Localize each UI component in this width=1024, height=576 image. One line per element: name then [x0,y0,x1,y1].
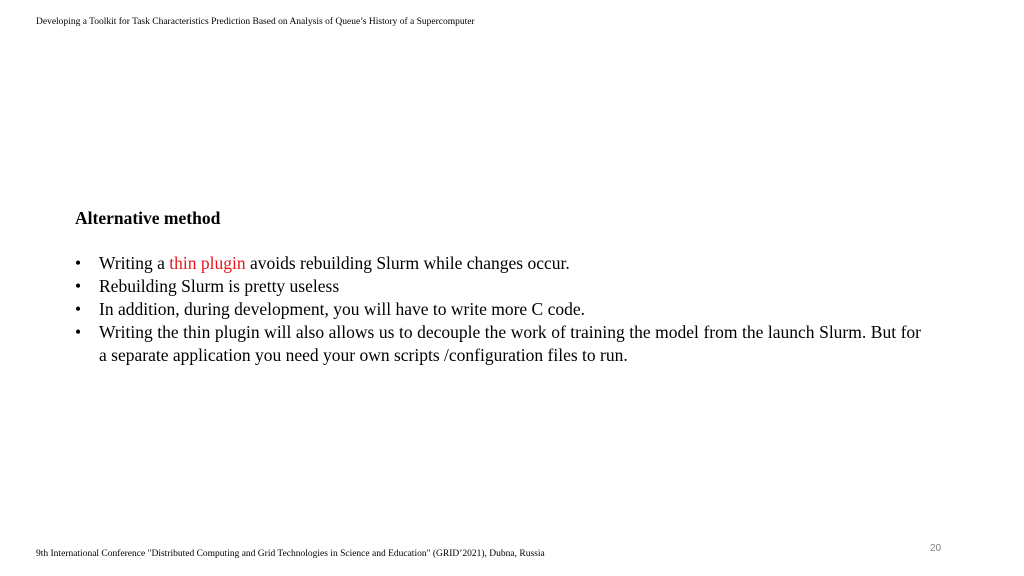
slide-content [75,206,921,367]
bullet-item [75,275,921,298]
slide-header-title: Developing a Toolkit for Task Characteristics Prediction Based on Analysis of Queue’s History of a Supercomputer [36,17,475,27]
page-number: 20 [930,543,942,554]
bullet-text: In addition, during development, you will have to write more C code. [99,299,586,319]
bullet-marker: • [75,276,82,296]
bullet-item [75,298,921,321]
section-heading: Alternative method [75,208,221,228]
bullet-text-after: avoids rebuilding Slurm while changes occur. [245,253,570,273]
bullet-item [75,252,921,275]
bullet-text: Rebuilding Slurm is pretty useless [99,276,340,296]
bullet-text-before: Writing a [99,253,170,273]
bullet-item [75,321,921,367]
bullet-list [75,252,921,367]
bullet-text: Writing the thin plugin will also allows us to decouple the work of training the model from the launch Slurm. But for a separate application you need your own scripts /configuration files to run. [99,322,921,365]
bullet-marker: • [75,253,82,273]
bullet-marker: • [75,322,82,342]
slide-footer: 9th International Conference "Distributed Computing and Grid Technologies in Science and Education" (GRID’2021), Dubna, Russia [36,549,545,559]
bullet-marker: • [75,299,82,319]
highlighted-term: thin plugin [169,253,246,273]
